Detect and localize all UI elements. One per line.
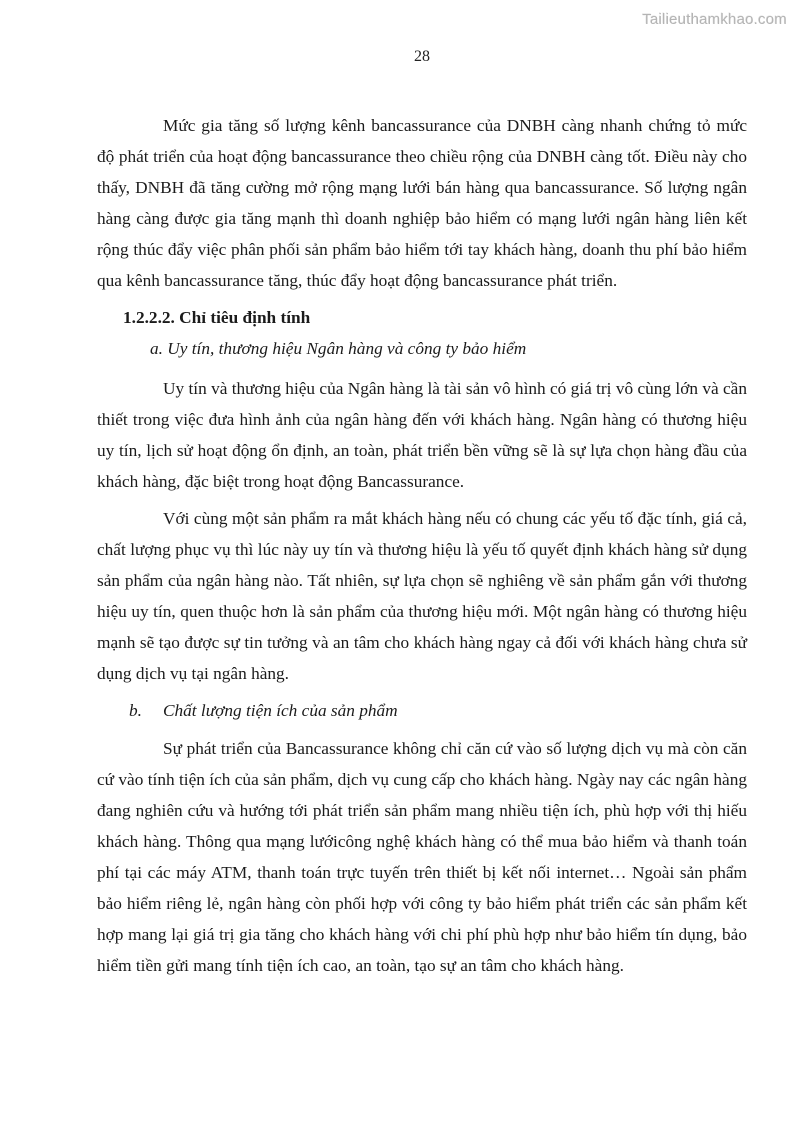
sub-item-b-text: Chất lượng tiện ích của sản phẩm — [163, 701, 398, 720]
sub-item-b-product-utility — [97, 695, 747, 726]
paragraph-brand-choice: Với cùng một sản phẩm ra mắt khách hàng nếu có chung các yếu tố đặc tính, giá cả, chất lượng phục vụ thì lúc này uy tín và thương hiệu là yếu tố quyết định khách hàng sử dụng sản phẩm của ngân hàng nào. Tất nhiên, sự lựa chọn sẽ nghiêng về sản phẩm gắn với thương hiệu uy tín, quen thuộc hơn là sản phẩm của thương hiệu mới. Một ngân hàng có thương hiệu mạnh sẽ tạo được sự tin tưởng và an tâm cho khách hàng ngay cả đối với khách hàng chưa sử dụng dịch vụ tại ngân hàng. — [97, 509, 747, 683]
page-number: 28 — [414, 48, 430, 65]
section-heading-1-2-2-2: 1.2.2.2. Chỉ tiêu định tính — [123, 308, 311, 327]
paragraph-bancassurance-growth: Mức gia tăng số lượng kênh bancassurance của DNBH càng nhanh chứng tỏ mức độ phát triển của hoạt động bancassurance theo chiều rộng của DNBH càng tốt. Điều này cho thấy, DNBH đã tăng cường mở rộng mạng lưới bán hàng qua bancassurance. Số lượng ngân hàng càng được gia tăng mạnh thì doanh nghiệp bảo hiểm có mạng lưới ngân hàng liên kết rộng thúc đẩy việc phân phối sản phẩm bảo hiểm tới tay khách hàng, doanh thu phí bảo hiểm qua kênh bancassurance tăng, thúc đẩy hoạt động bancassurance phát triển. — [97, 116, 747, 290]
sub-item-a-reputation: a. Uy tín, thương hiệu Ngân hàng và công ty bảo hiểm — [150, 339, 527, 358]
site-watermark: Tailieuthamkhao.com — [642, 11, 787, 28]
paragraph-product-utility: Sự phát triển của Bancassurance không chỉ căn cứ vào số lượng dịch vụ mà còn căn cứ vào tính tiện ích của sản phẩm, dịch vụ cung cấp cho khách hàng. Ngày nay các ngân hàng đang nghiên cứu và hướng tới phát triển sản phẩm mang nhiều tiện ích, phù hợp với thị hiếu khách hàng. Thông qua mạng lướicông nghệ khách hàng có thể mua bảo hiểm và thanh toán phí tại các máy ATM, thanh toán trực tuyến trên thiết bị kết nối internet… Ngoài sản phẩm bảo hiểm riêng lẻ, ngân hàng còn phối hợp với công ty bảo hiểm phát triển các sản phẩm kết hợp mang lại giá trị gia tăng cho khách hàng với chi phí phù hợp như bảo hiểm tín dụng, bảo hiểm tiền gửi mang tính tiện ích cao, an toàn, tạo sự an tâm cho khách hàng. — [97, 739, 747, 975]
document-body — [97, 110, 747, 987]
sub-item-b-label: b. — [129, 701, 142, 720]
paragraph-reputation-brand: Uy tín và thương hiệu của Ngân hàng là tài sản vô hình có giá trị vô cùng lớn và cần thiết trong việc đưa hình ảnh của ngân hàng đến với khách hàng. Ngân hàng có thương hiệu uy tín, lịch sử hoạt động ổn định, an toàn, phát triển bền vững sẽ là sự lựa chọn hàng đầu của khách hàng, đặc biệt trong hoạt động Bancassurance. — [97, 379, 747, 491]
